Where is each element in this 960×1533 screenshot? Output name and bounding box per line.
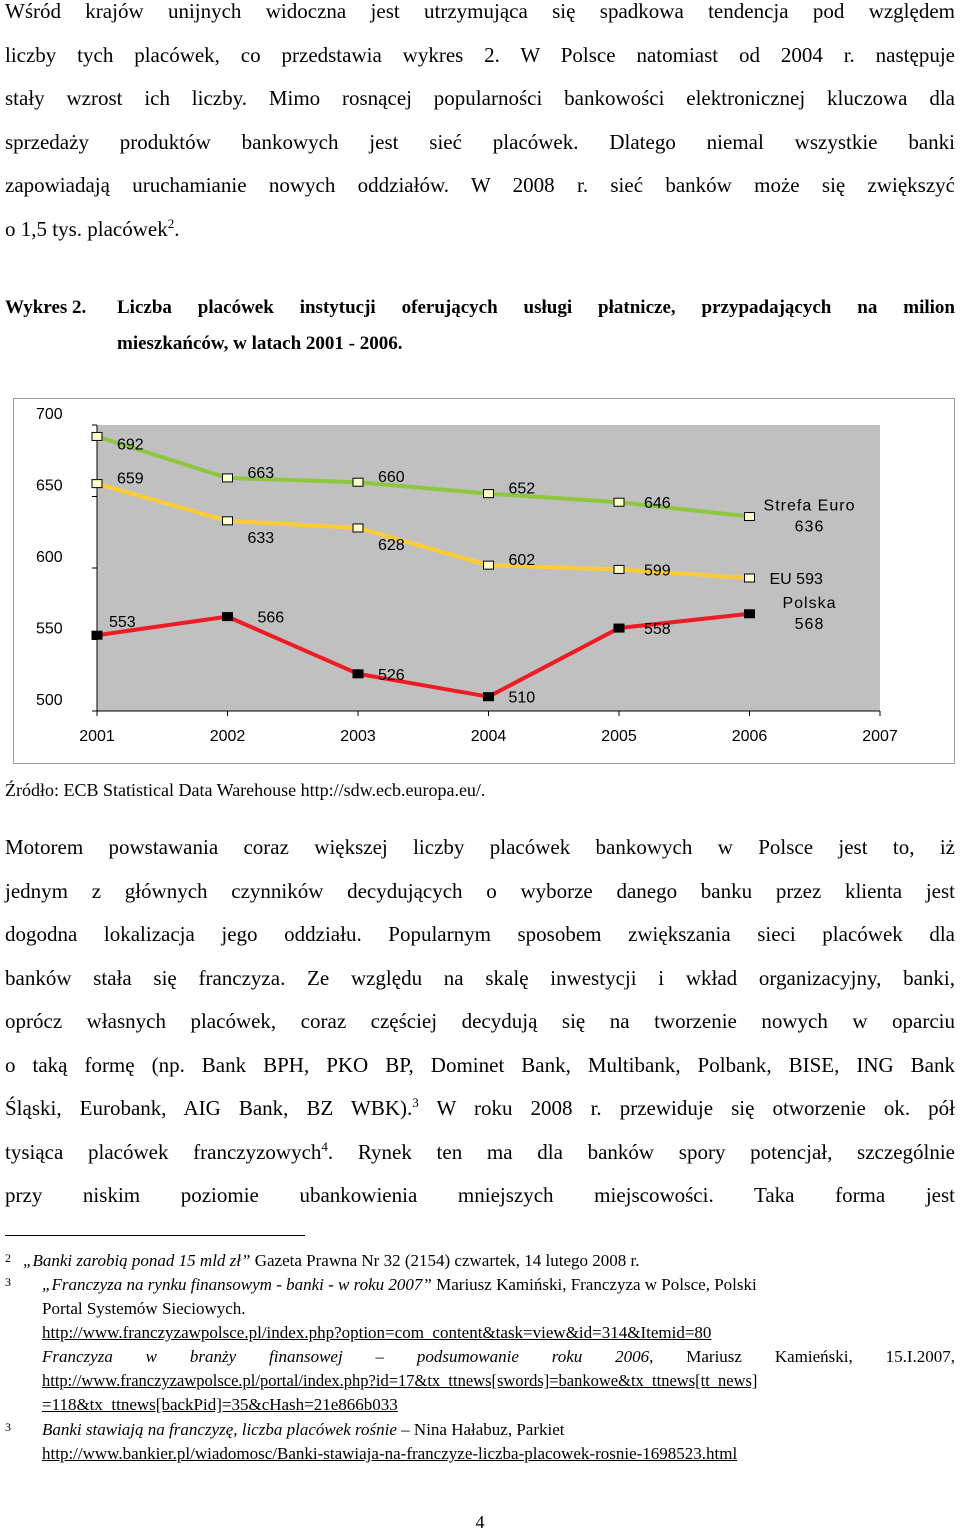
- body-line: Śląski, Eurobank, AIG Bank, BZ WBK).$^3$ W roku 2008 r. przewiduje się otworzenie ok. pół: [5, 1095, 956, 1120]
- data-label: 553: [109, 614, 136, 632]
- x-tick-label: 2003: [340, 728, 376, 745]
- footnote-ref: 3: [412, 1095, 419, 1110]
- y-tick-label: 650: [36, 477, 63, 495]
- data-point: [92, 432, 102, 440]
- data-label: 646: [644, 495, 671, 513]
- y-tick-label: 550: [36, 620, 63, 638]
- data-label: 652: [508, 480, 536, 498]
- body-line: tysiąca placówek franczyzowych$^4$. Rynek ten ma dla banków spory potencjał, szczególnie: [5, 1138, 955, 1164]
- x-tick-label: 2007: [862, 728, 898, 745]
- intro-line: Wśród krajów unijnych widoczna jest utrzymująca się spadkowa tendencja pod względem: [5, 0, 955, 23]
- body-line: jednym z głównych czynników decydujących o wyborze danego banku przez klienta jest: [5, 878, 955, 903]
- data-label: 659: [117, 470, 144, 488]
- footnote-ref: 2: [167, 215, 175, 231]
- footnote-link[interactable]: http://www.bankier.pl/wiadomosc/Banki-stawiaja-na-franczyze-liczba-placowek-rosnie-1698523.html: [42, 1444, 738, 1463]
- x-tick-label: 2004: [470, 728, 507, 745]
- data-label: 628: [378, 536, 405, 554]
- x-tick-label: 2006: [731, 728, 768, 745]
- footnote-ref: 4: [321, 1138, 328, 1154]
- data-point: [223, 613, 233, 621]
- data-point: [484, 490, 494, 498]
- data-label: 599: [644, 562, 671, 580]
- data-point: [745, 574, 755, 582]
- data-point: [484, 561, 494, 569]
- body-line: dogodna lokalizacja jego oddziału. Popularnym sposobem zwiększania sieci placówek dla: [5, 922, 955, 946]
- body-line: o taką formę (np. Bank BPH, PKO BP, Dominet Bank, Multibank, Polbank, BISE, ING Bank: [5, 1052, 955, 1077]
- data-point: [614, 624, 624, 632]
- footnote-link[interactable]: http://www.franczyzawpolsce.pl/index.php?option=com_content&task=view&id=314&Itemid=80: [42, 1323, 712, 1342]
- intro-line: o 1,5 tys. placówek$^2$.: [5, 215, 180, 241]
- data-point: [745, 610, 755, 618]
- intro-paragraph: [5, 0, 955, 251]
- data-point: [745, 513, 755, 521]
- intro-line: sprzedaży produktów bankowych jest sieć placówek. Dlatego niemal wszystkie banki: [5, 129, 955, 154]
- series-end-label: Strefa Euro: [763, 497, 856, 515]
- page-number: 4: [475, 1512, 485, 1532]
- data-point: [614, 498, 624, 506]
- data-point: [353, 524, 363, 532]
- body-line: Motorem powstawania coraz większej liczby placówek bankowych w Polsce jest to, iż: [5, 835, 955, 859]
- x-tick-label: 2005: [601, 728, 637, 745]
- figure-title-line1: Liczba placówek instytucji oferujących usługi płatnicze, przypadających na milion: [117, 297, 955, 318]
- y-tick-label: 600: [36, 549, 63, 566]
- data-point: [484, 693, 494, 701]
- series-end-label: EU 593: [769, 571, 823, 589]
- body-paragraph: [5, 826, 955, 1218]
- data-label: 663: [247, 464, 275, 482]
- body-line: banków stała się franczyza. Ze względu na skalę inwestycji i wkład organizacyjny, banki,: [5, 965, 955, 990]
- footnote-link[interactable]: =118&tx_ttnews[backPid]=35&cHash=21e866b033: [42, 1395, 398, 1414]
- intro-line: zapowiadają uruchamianie nowych oddziałów. W 2008 r. sieć banków może się zwiększyć: [5, 173, 955, 197]
- x-tick-label: 2001: [79, 728, 115, 745]
- figure-title-line2: mieszkańców, w latach 2001 - 2006.: [117, 333, 403, 354]
- body-line: przy niskim poziomie ubankowienia mniejszych miejscowości. Taka forma jest: [5, 1183, 955, 1207]
- series-end-label: 568: [794, 615, 825, 633]
- data-label: 510: [508, 689, 536, 707]
- data-point: [223, 517, 233, 525]
- intro-line: liczby tych placówek, co przedstawia wykres 2. W Polsce natomiast od 2004 r. następuje: [5, 42, 955, 67]
- data-label: 566: [257, 609, 285, 627]
- y-tick-label: 700: [36, 406, 63, 423]
- data-label: 602: [508, 552, 536, 570]
- series-end-label: 636: [794, 518, 825, 536]
- x-tick-label: 2002: [209, 728, 246, 745]
- data-point: [92, 480, 102, 488]
- data-point: [353, 670, 363, 678]
- body-line: oprócz własnych placówek, coraz częściej decydują się na tworzenie nowych w oparciu: [5, 1009, 955, 1033]
- data-point: [223, 474, 233, 482]
- data-label: 633: [247, 529, 275, 547]
- intro-line: stały wzrost ich liczby. Mimo rosnącej popularności bankowości elektronicznej kluczowa dla: [5, 86, 955, 110]
- data-label: 526: [378, 666, 405, 684]
- data-label: 558: [644, 621, 671, 639]
- data-label: 692: [117, 436, 144, 454]
- y-tick-label: 500: [36, 692, 63, 709]
- chart-canvas: [14, 399, 954, 763]
- data-point: [353, 478, 363, 486]
- data-label: 660: [378, 469, 405, 487]
- footnote-link[interactable]: http://www.franczyzawpolsce.pl/portal/index.php?id=17&tx_ttnews[swords]=bankowe&tx_ttnews[tt_news]: [42, 1371, 758, 1390]
- footnote-separator: [5, 1235, 305, 1236]
- series-end-label: Polska: [782, 594, 837, 612]
- data-point: [614, 565, 624, 573]
- data-point: [92, 631, 102, 639]
- chart-source: Źródło: ECB Statistical Data Warehouse http://sdw.ecb.europa.eu/.: [5, 780, 486, 800]
- figure-label: Wykres 2.: [5, 297, 87, 318]
- line-chart: [13, 398, 955, 764]
